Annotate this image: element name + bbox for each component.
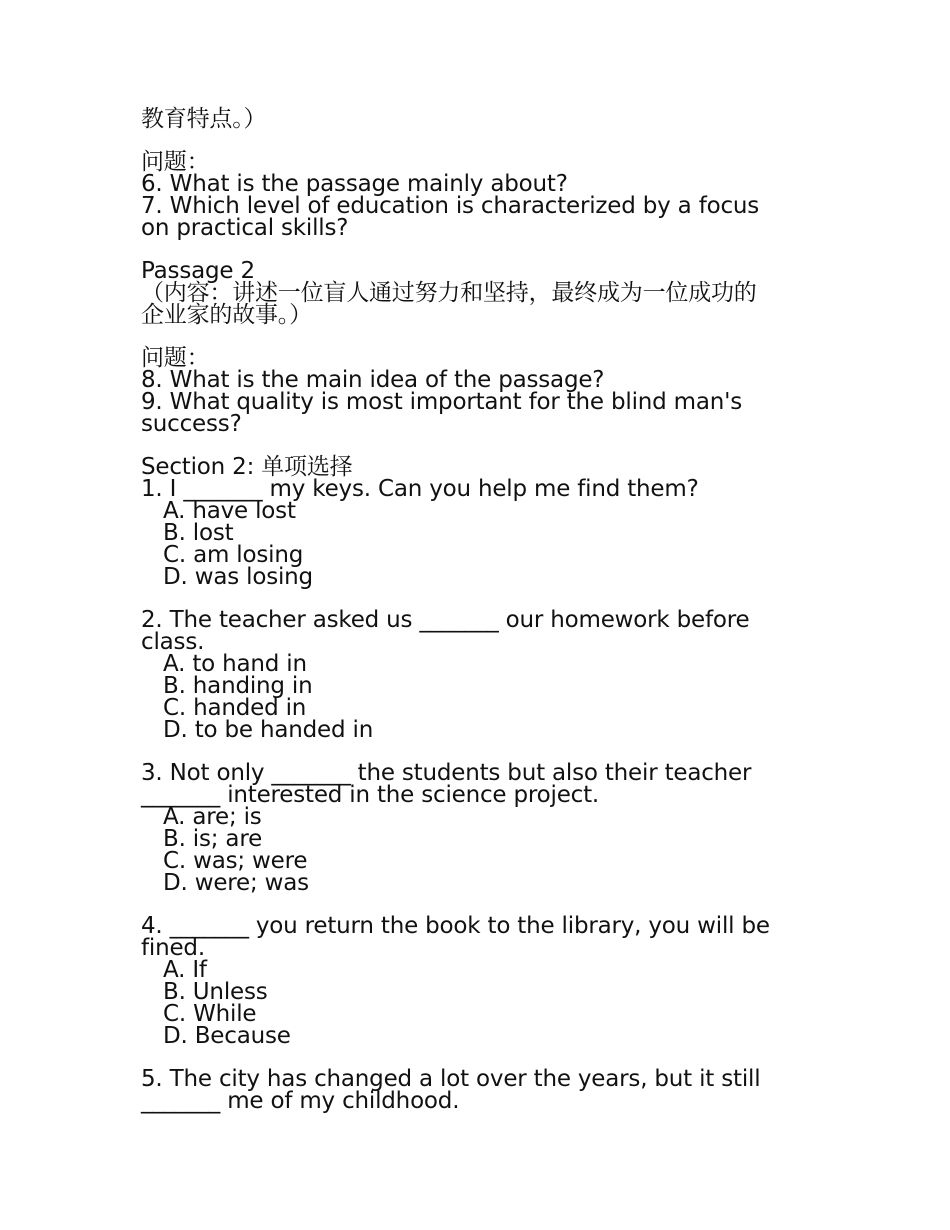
mcq-2-option-b: B. handing in <box>163 673 313 699</box>
mcq-5-stem-line1: 5. The city has changed a lot over the years, but it still <box>141 1066 761 1092</box>
spacer <box>141 741 811 762</box>
mcq-item-3 <box>141 762 811 894</box>
mcq-1-option-d: D. was losing <box>163 564 313 590</box>
mcq-4-stem-line2: fined. <box>141 935 205 961</box>
question-7-line1: 7. Which level of education is characterized by a focus <box>141 193 760 219</box>
mcq-3-option-d: D. were; was <box>163 870 309 896</box>
spacer <box>141 894 811 915</box>
mcq-3-option-c: C. was; were <box>163 848 308 874</box>
mcq-1-option-a: A. have lost <box>163 498 296 524</box>
mcq-3-stem-line1: 3. Not only _______ the students but also their teacher <box>141 760 752 786</box>
document-page <box>141 108 811 1112</box>
mcq-2-stem-line1: 2. The teacher asked us _______ our homework before <box>141 607 750 633</box>
mcq-3-option-b: B. is; are <box>163 826 263 852</box>
mcq-item-1 <box>141 478 811 588</box>
mcq-5-stem-line2: _______ me of my childhood. <box>141 1088 460 1114</box>
question-7-line2: on practical skills? <box>141 215 349 241</box>
question-6: 6. What is the passage mainly about? <box>141 171 568 197</box>
mcq-1-option-c: C. am losing <box>163 542 304 568</box>
passage2-questions-label: 问题： <box>141 345 210 371</box>
spacer <box>141 435 811 456</box>
mcq-item-2 <box>141 609 811 741</box>
spacer <box>141 588 811 609</box>
passage1-questions-label: 问题： <box>141 149 210 175</box>
question-9-line1: 9. What quality is most important for the blind man's <box>141 389 743 415</box>
question-9-line2: success? <box>141 411 242 437</box>
section2-title: Section 2: 单项选择 <box>141 454 353 480</box>
spacer <box>141 130 811 151</box>
mcq-3-option-a: A. are; is <box>163 804 262 830</box>
passage2-content-line1: （内容：讲述一位盲人通过努力和坚持，最终成为一位成功的 <box>141 280 757 306</box>
mcq-item-5 <box>141 1068 811 1112</box>
mcq-2-option-a: A. to hand in <box>163 651 307 677</box>
mcq-2-stem-line2: class. <box>141 629 205 655</box>
mcq-4-option-b: B. Unless <box>163 979 268 1005</box>
spacer <box>141 239 811 260</box>
spacer <box>141 1047 811 1068</box>
mcq-1-stem: 1. I _______ my keys. Can you help me find them? <box>141 476 699 502</box>
question-8: 8. What is the main idea of the passage? <box>141 367 605 393</box>
mcq-3-stem-line2: _______ interested in the science project. <box>141 782 600 808</box>
mcq-4-option-c: C. While <box>163 1001 257 1027</box>
passage2-content-line2: 企业家的故事。） <box>141 302 312 328</box>
spacer <box>141 326 811 347</box>
mcq-4-stem-line1: 4. _______ you return the book to the library, you will be <box>141 913 770 939</box>
mcq-2-option-c: C. handed in <box>163 695 307 721</box>
passage1-content-tail: 教育特点。） <box>141 106 267 132</box>
mcq-item-4 <box>141 915 811 1047</box>
mcq-4-option-d: D. Because <box>163 1023 291 1049</box>
passage2-title: Passage 2 <box>141 258 255 284</box>
mcq-1-option-b: B. lost <box>163 520 234 546</box>
mcq-4-option-a: A. If <box>163 957 207 983</box>
mcq-2-option-d: D. to be handed in <box>163 717 374 743</box>
